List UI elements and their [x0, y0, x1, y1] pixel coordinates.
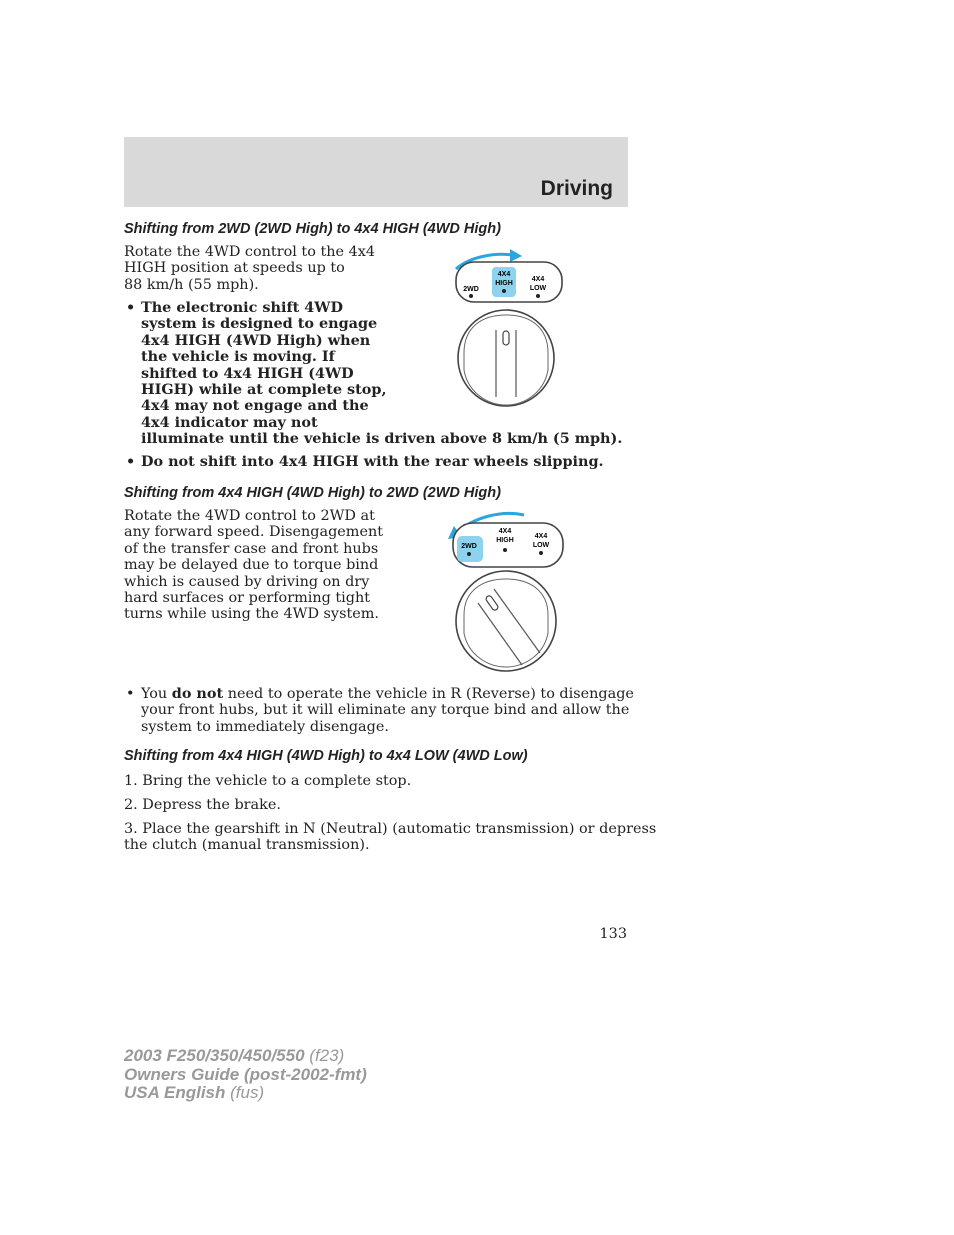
section1-paragraph — [124, 244, 375, 293]
label-2wd: 2WD — [463, 286, 479, 293]
knob-outer — [456, 571, 556, 671]
4wd-control-knob-figure-2wd — [436, 505, 571, 675]
indicator-dot — [502, 289, 506, 293]
section-heading-2wd-to-4x4high: Shifting from 2WD (2WD High) to 4x4 HIGH (4WD High) — [124, 221, 501, 237]
text-line: which is caused by driving on dry — [124, 573, 370, 590]
text-line: your front hubs, but it will eliminate any torque bind and allow the — [141, 702, 630, 719]
text-line: the vehicle is moving. If — [141, 348, 335, 366]
header-band — [124, 137, 628, 207]
footer-line-1: 2003 F250/350/450/550 (f23) — [124, 1046, 345, 1065]
label-high: HIGH — [495, 280, 513, 287]
indicator-dot — [469, 294, 473, 298]
text-line: You do not need to operate the vehicle in R (Reverse) to disengage — [141, 685, 634, 702]
text-line: 4x4 may not engage and the — [141, 397, 369, 415]
bullet-dot: • — [126, 453, 136, 470]
indicator-dot — [536, 294, 540, 298]
label-2wd: 2WD — [461, 543, 477, 550]
section-heading-4x4high-to-4x4low: Shifting from 4x4 HIGH (4WD High) to 4x4 LOW (4WD Low) — [124, 748, 528, 764]
bullet-text: Do not shift into 4x4 HIGH with the rear wheels slipping. — [141, 453, 604, 470]
document-footer — [124, 1047, 367, 1103]
bullet-reverse-not-needed — [124, 686, 634, 735]
bullet-rear-wheels-slipping — [124, 454, 604, 470]
label-low: LOW — [529, 285, 547, 292]
step-3 — [124, 821, 656, 854]
page-section-title: Driving — [540, 177, 613, 200]
indicator-dot — [503, 548, 507, 552]
footer-line-3: USA English (fus) — [124, 1083, 265, 1102]
text-line: the clutch (manual transmission). — [124, 837, 370, 854]
section-heading-4x4high-to-2wd: Shifting from 4x4 HIGH (4WD High) to 2WD (2WD High) — [124, 485, 501, 501]
footer-line-2: Owners Guide (post-2002-fmt) — [124, 1064, 367, 1084]
text-line: Rotate the 4WD control to 2WD at — [124, 508, 375, 524]
text-line: turns while using the 4WD system. — [124, 606, 379, 623]
text-line: 4x4 HIGH (4WD High) when — [141, 331, 371, 349]
text-line: HIGH) while at complete stop, — [141, 381, 387, 399]
section2-paragraph — [124, 508, 383, 623]
text-line: shifted to 4x4 HIGH (4WD — [141, 364, 354, 382]
indicator-dot — [467, 552, 471, 556]
text-line: system to immediately disengage. — [141, 718, 389, 735]
knob-outer — [458, 310, 554, 406]
arrow-head-icon — [510, 249, 522, 262]
page-number: 133 — [599, 926, 627, 942]
text-line: 88 km/h (55 mph). — [124, 276, 259, 293]
4wd-control-knob-figure-high — [440, 245, 570, 415]
text-line: hard surfaces or performing tight — [124, 590, 371, 607]
text-line: may be delayed due to torque bind — [124, 557, 379, 574]
text-line: system is designed to engage — [141, 315, 378, 333]
label-low: LOW — [532, 542, 550, 549]
text-line: 3. Place the gearshift in N (Neutral) (automatic transmission) or depress — [124, 821, 657, 837]
bullet-dot: • — [126, 299, 136, 316]
text-line: HIGH position at speeds up to — [124, 260, 345, 277]
label-4x4-low-top: 4X4 — [531, 276, 545, 283]
text-line: illuminate until the vehicle is driven above 8 km/h (5 mph). — [141, 430, 623, 448]
text-line: The electronic shift 4WD — [141, 299, 343, 316]
text-line: 4x4 indicator may not — [141, 413, 318, 431]
label-4x4-top: 4X4 — [498, 528, 512, 535]
text-line: any forward speed. Disengagement — [124, 524, 384, 541]
step-2: 2. Depress the brake. — [124, 797, 281, 813]
text-line: Rotate the 4WD control to the 4x4 — [124, 244, 376, 260]
indicator-dot — [539, 551, 543, 555]
step-1: 1. Bring the vehicle to a complete stop. — [124, 773, 412, 789]
label-4x4-low-top: 4X4 — [534, 533, 548, 540]
bullet-dot: • — [126, 686, 135, 702]
text-line: of the transfer case and front hubs — [124, 540, 379, 557]
knob-pointer — [503, 331, 509, 345]
label-4x4-top: 4X4 — [497, 271, 511, 278]
label-high: HIGH — [496, 537, 514, 544]
